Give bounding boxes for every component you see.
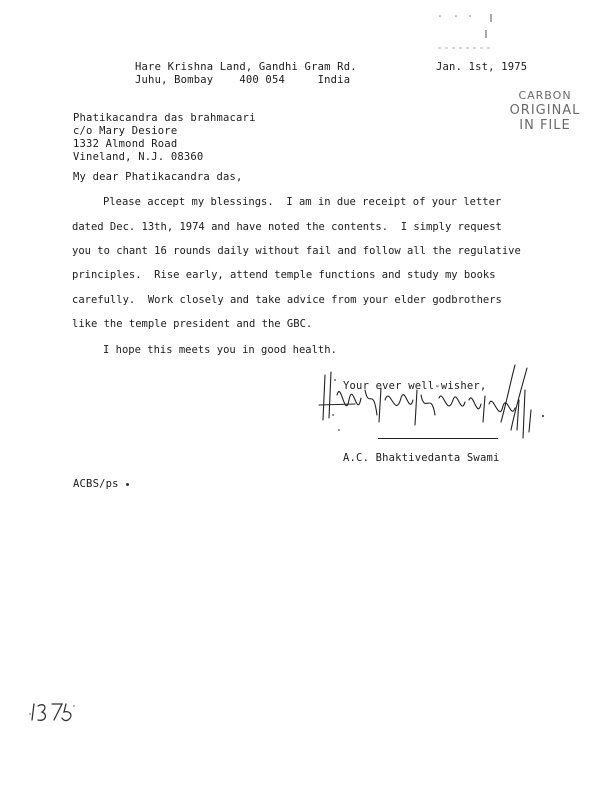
body-paragraph-2: I hope this meets you in good health. bbox=[103, 344, 337, 356]
handwritten-page-mark bbox=[28, 700, 78, 724]
stamp-line1: CARBON bbox=[518, 89, 572, 102]
letterhead-address-line1: Hare Krishna Land, Gandhi Gram Rd. bbox=[135, 61, 357, 73]
reference-dot bbox=[126, 483, 129, 486]
reference-initials: ACBS/ps bbox=[73, 478, 119, 490]
letter-date: Jan. 1st, 1975 bbox=[436, 61, 528, 73]
recipient-line3: 1332 Almond Road bbox=[73, 138, 178, 150]
body-line-1: Please accept my blessings. I am in due receipt of your letter bbox=[103, 196, 502, 208]
body-line-6: like the temple president and the GBC. bbox=[72, 318, 313, 330]
signatory-name: A.C. Bhaktivedanta Swami bbox=[343, 452, 500, 464]
body-line-5: carefully. Work closely and take advice from your elder godbrothers bbox=[72, 294, 502, 306]
letterhead-address-line2: Juhu, Bombay 400 054 India bbox=[135, 74, 351, 86]
stamp-line3: IN FILE bbox=[519, 118, 571, 133]
recipient-line2: c/o Mary Desiore bbox=[73, 125, 178, 137]
body-line-4: principles. Rise early, attend temple functions and study my books bbox=[72, 269, 496, 281]
top-corner-marks bbox=[436, 10, 496, 55]
signature-underline bbox=[378, 438, 498, 439]
body-line-3: you to chant 16 rounds daily without fail and follow all the regulative bbox=[72, 245, 521, 257]
carbon-original-stamp bbox=[500, 88, 590, 133]
closing: Your ever well-wisher, bbox=[343, 380, 487, 392]
recipient-name: Phatikacandra das brahmacari bbox=[73, 112, 256, 124]
stamp-line2: ORIGINAL bbox=[509, 103, 581, 118]
recipient-line4: Vineland, N.J. 08360 bbox=[73, 151, 204, 163]
body-line-2: dated Dec. 13th, 1974 and have noted the contents. I simply request bbox=[72, 221, 502, 233]
salutation: My dear Phatikacandra das, bbox=[73, 171, 243, 183]
handwritten-signature bbox=[315, 360, 555, 450]
